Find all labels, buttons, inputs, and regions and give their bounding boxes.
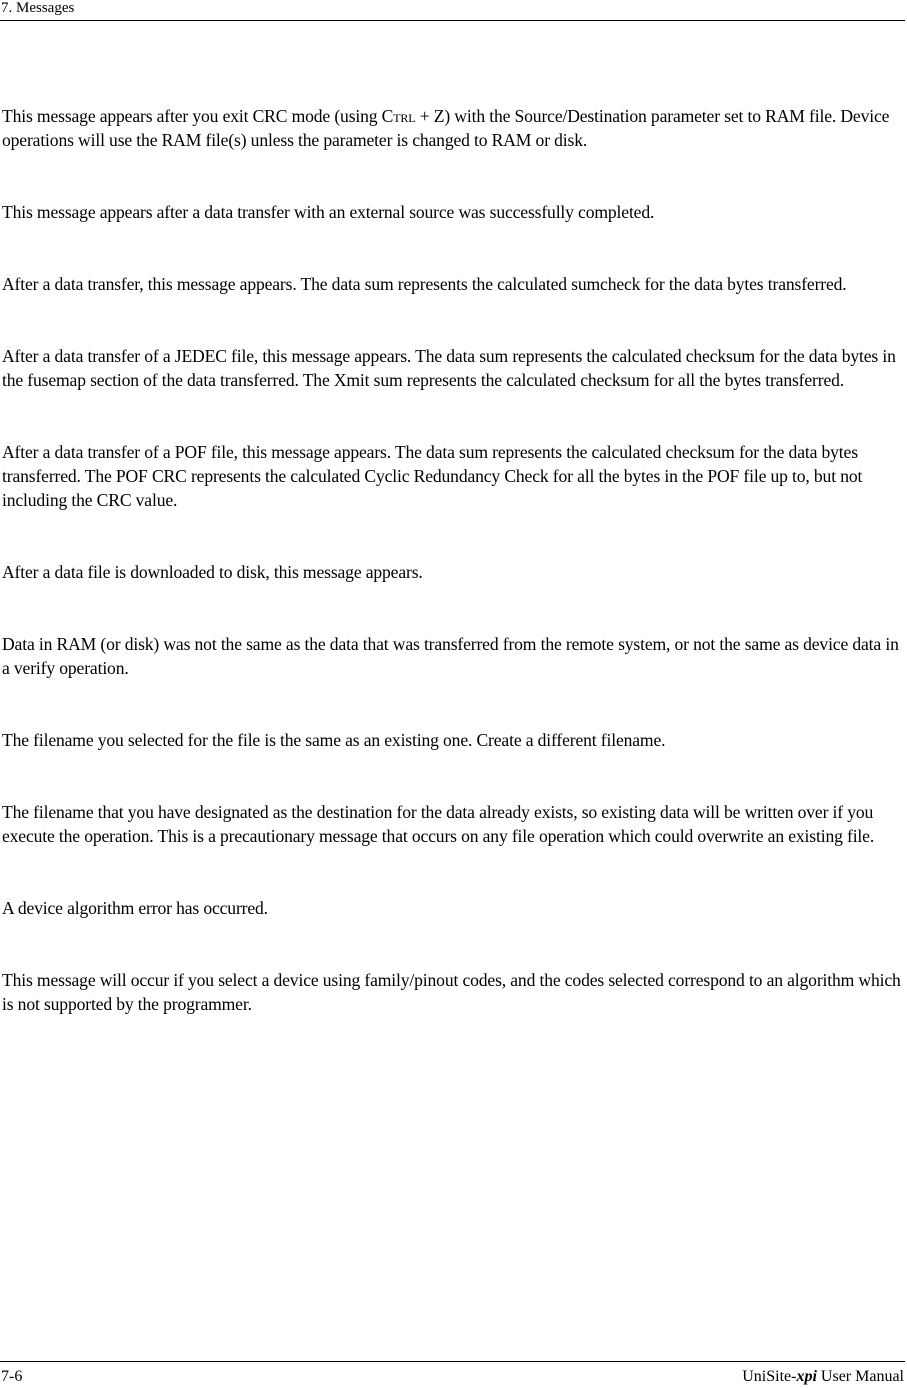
message-description-algorithm-error: A device algorithm error has occurred.	[2, 898, 268, 918]
message-description-download-disk: After a data file is downloaded to disk, this message appears.	[2, 562, 423, 582]
ctrl-key: Ctrl	[381, 106, 416, 126]
message-description-filename-exists: The filename you selected for the file is the same as an existing one. Create a different filename.	[2, 730, 666, 750]
description-text-post: + Z) with the Source/Destination parameter set to RAM file. Device operations will use the RAM file(s) unless the parameter is changed to RAM or disk.	[2, 106, 890, 150]
message-description-overwrite-warning: The filename that you have designated as the destination for the data already exists, so existing data will be written over if you execute the operation. This is a precautionary message that occurs on any file operation which could overwrite an existing file.	[2, 802, 875, 846]
message-description-ram-file	[2, 104, 905, 152]
message-description-transfer-complete: This message appears after a data transfer with an external source was successfully completed.	[2, 202, 655, 222]
page-footer	[0, 1361, 905, 1389]
manual-title-suffix: User Manual	[816, 1368, 904, 1385]
message-description-pof-transfer: After a data transfer of a POF file, this message appears. The data sum represents the calculated checksum for the data bytes transferred. The POF CRC represents the calculated Cyclic Redundancy Check for all the bytes in the POF file up to, but not including the CRC value.	[2, 442, 863, 510]
description-text-pre: This message appears after you exit CRC mode (using	[2, 106, 382, 126]
manual-title-product: xpi	[796, 1368, 817, 1385]
page-number: 7-6	[1, 1368, 23, 1385]
message-descriptions	[2, 104, 905, 1016]
manual-title-prefix: UniSite-	[742, 1368, 797, 1385]
page-header	[0, 0, 905, 21]
manual-title	[742, 1367, 904, 1387]
section-title: 7. Messages	[1, 0, 75, 16]
message-description-unsupported-algorithm: This message will occur if you select a device using family/pinout codes, and the codes selected correspond to an algorithm which is not supported by the programmer.	[2, 970, 901, 1014]
message-description-jedec-transfer: After a data transfer of a JEDEC file, this message appears. The data sum represents the calculated checksum for the data bytes in the fusemap section of the data transferred. The Xmit sum represents the calculated checksum for all the bytes transferred.	[2, 346, 896, 390]
message-description-data-mismatch: Data in RAM (or disk) was not the same as the data that was transferred from the remote system, or not the same as device data in a verify operation.	[2, 634, 899, 678]
message-description-data-sum: After a data transfer, this message appears. The data sum represents the calculated sumcheck for the data bytes transferred.	[2, 274, 847, 294]
